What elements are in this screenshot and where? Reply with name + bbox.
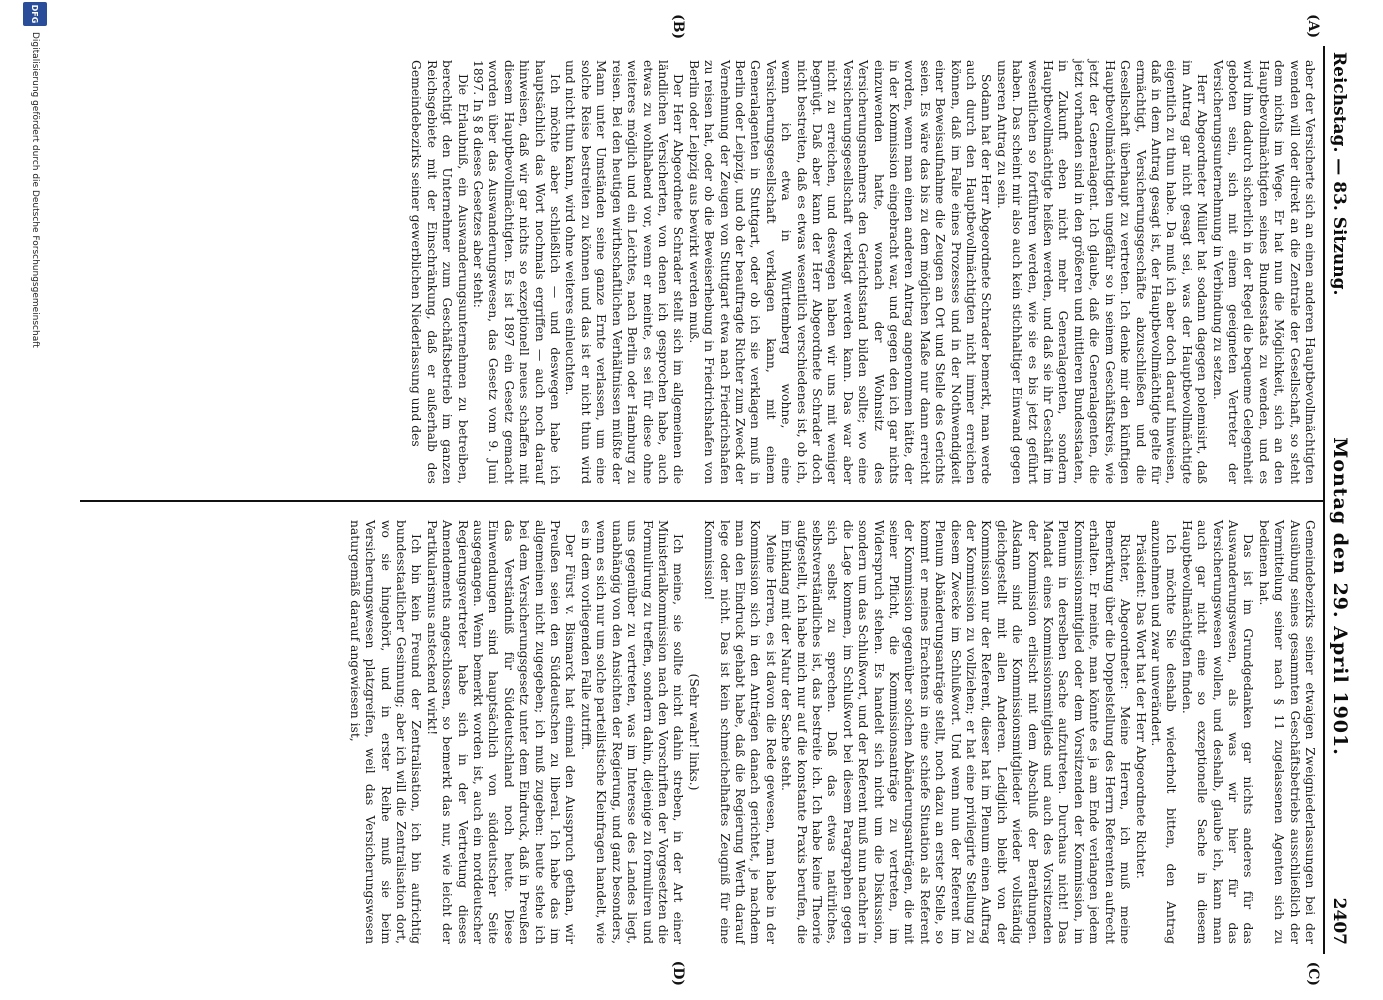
- footer-credit: Digitalisierung gefördert durch die Deutsche Forschungsgemeinschaft: [30, 32, 40, 348]
- interjection: (Sehr wahr! links.): [686, 673, 701, 791]
- right-column: [346, 520, 1317, 944]
- column-divider: [80, 500, 1323, 502]
- paragraph: Ich möchte aber schließlich — und deswegen habe ich hauptsächlich das Wort nochmals ergriffen — auch noch darauf hinweisen, daß wir gar nichts so exzeptionell neues schaffen mit diesem Hauptbevollmächtigten. Es ist 1897 ein Gesetz gemacht worden über das Auswanderungswesen, das Gesetz vom 9. Juni 1897. In § 8 dieses Gesetzes aber steht:: [471, 60, 563, 484]
- paragraph: Ich bin kein Freund der Zentralisation, ich bin aufrichtig bundesstaatlicher Gesinnung; aber ich will die Zentralisation dort, wo sie hingehört, und in erster Reihe muß sie beim Versicherungswesen platzgreifen, weil das Versicherungswesen naturgemäß darauf angewiesen ist,: [347, 520, 424, 944]
- header-date: Montag den 29. April 1901.: [1329, 437, 1351, 756]
- header-rule: [1323, 46, 1325, 954]
- dfg-logo: DFG: [23, 2, 47, 26]
- paragraph: Meine Herren, es ist davon die Rede gewesen, man habe in der Kommission sich in den Anträgen danach gerichtet, je nachdem man den Eindruck gehabt habe, daß die Regierung Werth darauf lege oder nicht. Das ist kein schmeichelhaftes Zeugniß für eine Kommission!: [702, 520, 778, 944]
- page-content: [70, 0, 1383, 1000]
- paragraph: Ich meine, sie sollte nicht dahin streben, in der Art einer Ministerialkommission nach den Vorschriften der Vorgesetzten die Formulirung zu treffen, sondern dahin, diejenige zu formuliren und uns gegenüber zu vertreten, was im Interesse des Landes liegt, unabhängig von den Ansichten der Regierung, und ganz besonders, wenn es sich nur um solche parteilistische Kleinfragen handelt, wie es in dem vorliegenden Falle zutrifft.: [578, 520, 686, 944]
- paragraph: Das ist im Grundgedanken gar nichts anderes für das Auswanderungswesen, als was wir hier für das Versicherungswesen wollen, und deshalb, glaube ich, kann man auch gar nicht eine so exzeptionelle Sache in diesem Hauptbevollmächtigten finden.: [1179, 520, 1256, 944]
- paragraph: aber der Versicherte sich an einen anderen Hauptbevollmächtigten wenden will oder direkt an die Zentrale der Gesellschaft, so steht dem nichts im Wege. Er hat nun die Möglichkeit, sich an den Hauptbevollmächtigten seines Bundesstaats zu wenden, und es wird ihm dadurch sicherlich in der Regel die bequeme Gelegenheit geboten sein, sich mit einem geeigneten Vertreter der Versicherungsunternehmung in Verbindung zu setzen.: [1210, 60, 1317, 484]
- quotation: Gemeindebezirks seiner etwaigen Zweigniederlassungen bei der Ausübung seines gesammten Geschäftsbetriebs ausschließlich der Vermittelung seiner nach § 11 zugelassenen Agenten sich zu bedienen hat.: [1256, 520, 1317, 944]
- page-header: [1329, 52, 1363, 945]
- header-left: Reichstag. — 83. Sitzung.: [1329, 52, 1349, 296]
- paragraph: Richter, Abgeordneter: Meine Herren, ich muß meine Bemerkung über die Doppelstellung des Herrn Referenten aufrecht erhalten. Er meinte, man könnte es ja am Ende verlangen jedem Kommissionsmitglied oder dem Vorsitzenden der Kommission, im Plenum in derselben Sache aufzutreten. Durchaus nicht! Das Mandat eines Kommissionsmitglieds und auch des Vorsitzenden der Kommission erlischt mit dem Abschluß der Berathungen. Alsdann sind die Kommissionsmitglieder wieder vollständig gleichgestellt mit allen Anderen. Lediglich bleibt von der Kommission nur der Referent, dieser hat im Plenum einen Auftrag der Kommission zu vollziehen; er hat eine privilegirte Stellung zu diesem Zwecke im Schlußwort. Und wenn nun der Referent im Plenum Abänderungsanträge stellt, noch dazu an erster Stelle, so kommt er meines Erachtens in eine schiefe Situation als Referent der Kommission gegenüber solchen Abänderungsanträgen, die mit seiner Pflicht, die Kommissionsanträge zu vertreten, im Widerspruch stehen. Es handelt sich nicht um die Diskussion, sondern um das Schlußwort, und der Referent muß nun nachher in die Lage kommen, im Schlußwort bei diesem Paragraphen gegen sich selbst zu sprechen. Daß das etwas natürliches, selbstverständliches ist, das bestreite ich. Ich habe keine Theorie aufgestellt, ich habe mich nur auf die konstante Praxis berufen, die im Einklang mit der Natur der Sache steht.: [779, 520, 1133, 944]
- left-column: [408, 60, 1317, 484]
- paragraph: Ich möchte Sie deshalb wiederholt bitten, den Antrag anzunehmen und zwar unverändert.: [1148, 520, 1179, 944]
- paragraph: Sodann hat der Herr Abgeordnete Schrader bemerkt, man werde auch durch den Hauptbevollmächtigten nicht immer erreichen können, daß im Falle eines Prozesses und in der Nothwendigkeit einer Beweisaufnahme die Zeugen an Ort und Stelle des Gerichts seien. Es wäre das bis zu dem möglichen Maße nur dann erreicht worden, wenn man einen anderen Antrag angenommen hätte, der in der Kommission eingebracht war, und gegen den ich gar nichts einzuwenden hatte, wonach der Wohnsitz des Versicherungsnehmers den Gerichtsstand bilden sollte; wo eine Versicherungsgesellschaft verklagt werden kann. Das war aber nicht zu erreichen, und deswegen haben wir uns mit weniger begnügt. Daß aber kann der Herr Abgeordnete Schrader doch nicht bestreiten, daß es etwas wesentlich verschiedenes ist, ob ich, wenn ich etwa in Württemberg wohne, eine Versicherungsgesellschaft verklagen kann, mit einem Generalagenten in Stuttgart, oder ob ich sie verklagen muß in Berlin oder Leipzig, und ob der beauftragte Richter zum Zweck der Vernehmung der Zeugen von Stuttgart etwa nach Friedrichshafen zu reisen hat, oder ob die Beweiserhebung in Friedrichshafen von Berlin oder Leipzig aus bewirkt werden muß.: [686, 60, 994, 484]
- margin-mark-b: (B): [670, 14, 686, 40]
- speaker-line: Präsident: Das Wort hat der Herr Abgeordnete Richter.: [1133, 534, 1148, 879]
- quotation: Die Erlaubniß, ein Auswanderungsunternehmen zu betreiben, berechtigt den Unternehmer zum Geschäftsbetrieb im ganzen Reichsgebiete mit der Einschränkung, daß er außerhalb des Gemeindebezirks seiner gewerblichen Niederlassung und des: [409, 60, 470, 484]
- margin-mark-d: (D): [670, 960, 686, 986]
- paragraph: Der Fürst v. Bismarck hat einmal den Ausspruch gethan, wir Preußen seien den Süddeutschen zu liberal. Ich habe das im allgemeinen nicht zugegeben; ich muß zugeben: heute stehe ich bei dem Versicherungsgesetz unter dem Eindruck, daß in Preußen das Verständniß für Süddeutschland noch heute. Diese Einwendungen sind hauptsächlich von süddeutscher Seite ausgegangen. Wenn bemerkt worden ist, auch ein norddeutscher Regierungsvertreter habe sich in der Vertretung dieses Amendements angeschlossen, so bemerkt das nur, wie leicht der Partikularismus ansteckend wirkt!: [424, 520, 578, 944]
- margin-mark-a: (A): [1305, 14, 1321, 39]
- digitization-footer: [0, 0, 70, 1000]
- paragraph: Der Herr Abgeordnete Schrader stellt sich im allgemeinen die ländlichen Versicherten, von denen ich gesprochen habe, auch etwas zu wohlhabend vor, wenn er meinte, es sei für diese ohne weiteres möglich und ein Leichtes, nach Berlin oder Hamburg zu reisen. Bei den heutigen wirthschaftlichen Verhältnissen müßte der Mann unter Umständen seine ganze Ernte verlassen, um eine solche Reise bestreiten zu können und das ist er nicht thun wird und nicht thun kann, wird ohne weiteres einleuchten.: [563, 60, 686, 484]
- paragraph: Herr Abgeordneter Müller hat sodann dagegen polemisirt, daß im Antrag gar nicht gesagt sei, was der Hauptbevollmächtigte eigentlich zu thun habe. Da muß ich aber doch darauf hinweisen, daß in dem Antrag gesagt ist, der Hauptbevollmächtigte gelte für ermächtigt, Versicherungsgeschäfte abzuschließen und die Gesellschaft überhaupt zu vertreten. Ich denke mir den künftigen Hauptbevollmächtigten ungefähr so in seinem Geschäftskreis, wie jetzt der Generalagent. Ich glaube, daß die Generalagenten, die jetzt vorhanden sind in den größeren und mittleren Bundesstaaten, in Zukunft eben nicht mehr Generalagenten, sondern Hauptbevollmächtigte heißen werden, und daß sie ihr Geschäft im wesentlichen so fortführen werden, wie sie es bis jetzt geführt haben. Das scheint mir also auch kein stichhaltiger Einwand gegen unseren Antrag zu sein.: [994, 60, 1210, 484]
- page-number: 2407: [1329, 897, 1349, 945]
- margin-mark-c: (C): [1305, 961, 1321, 986]
